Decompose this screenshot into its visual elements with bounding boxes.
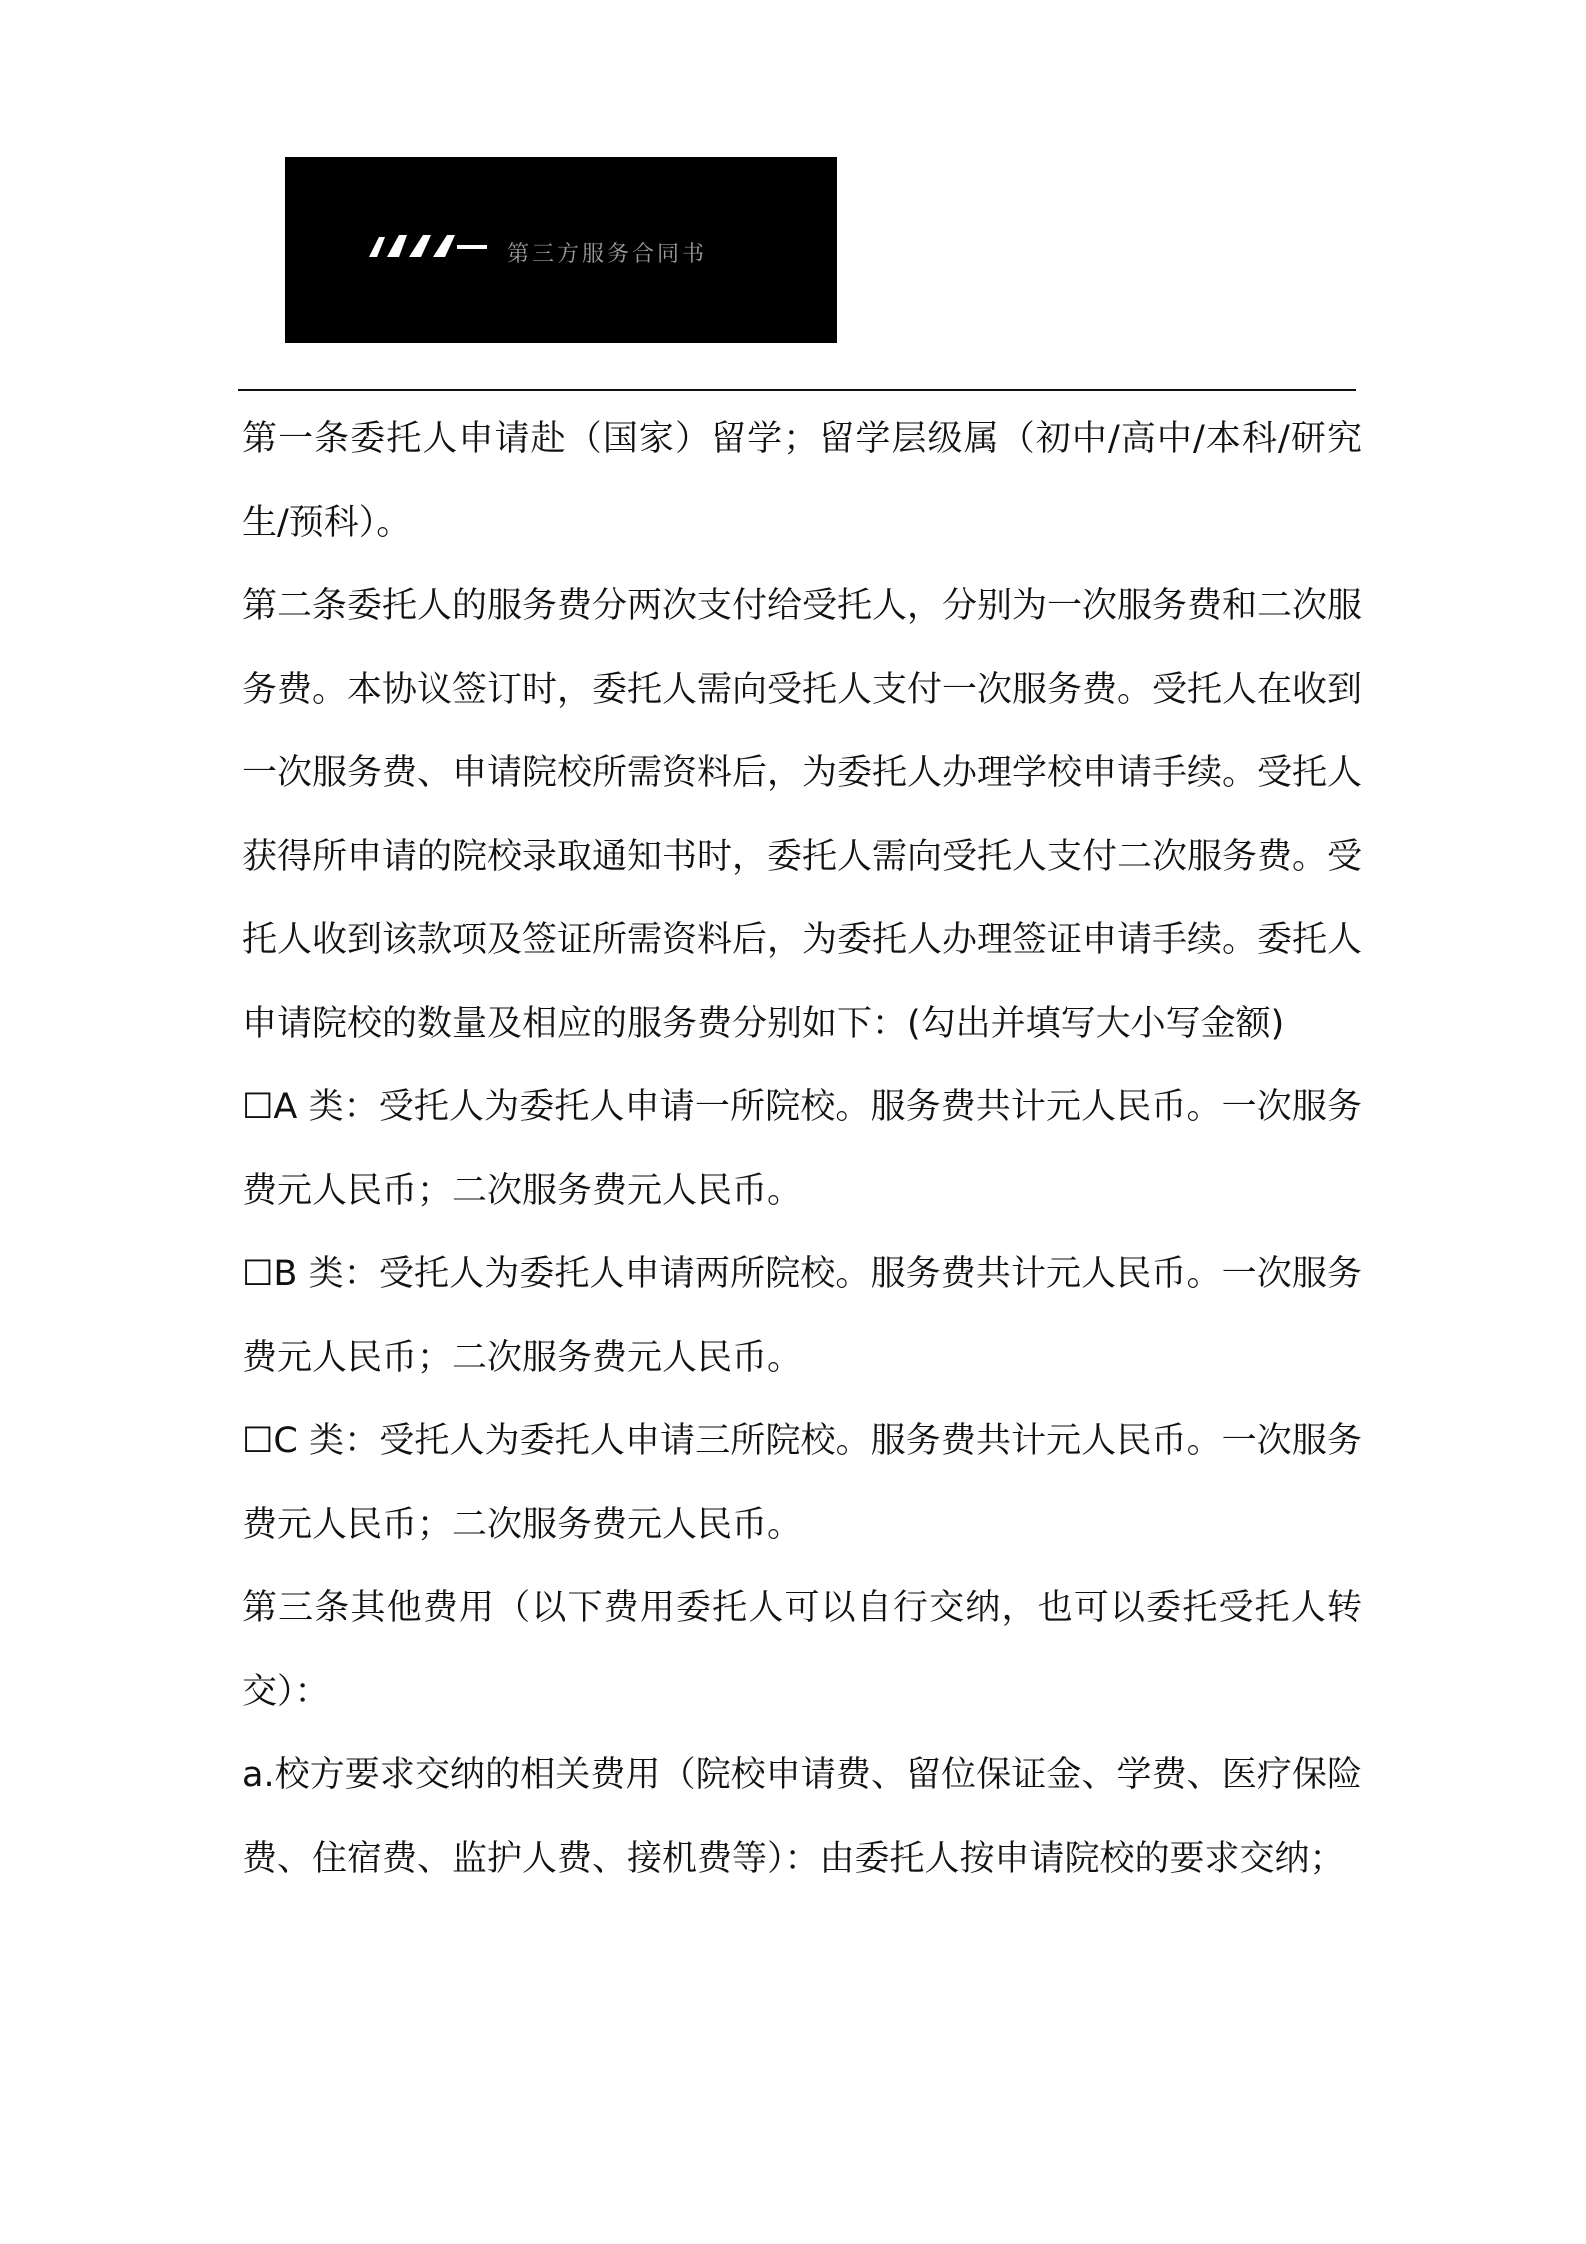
option-c-paragraph: ☐C 类：受托人为委托人申请三所院校。服务费共计元人民币。一次服务费元人民币；二次服务费元人民币。 bbox=[242, 1421, 1362, 1545]
header-logo-banner bbox=[285, 157, 837, 343]
option-a-paragraph: ☐A 类：受托人为委托人申请一所院校。服务费共计元人民币。一次服务费元人民币；二次服务费元人民币。 bbox=[242, 1087, 1362, 1211]
article-3-paragraph: 第三条其他费用（以下费用委托人可以自行交纳，也可以委托受托人转交）： bbox=[242, 1588, 1362, 1712]
document-body bbox=[242, 398, 1362, 1901]
article-2-paragraph: 第二条委托人的服务费分两次支付给受托人，分别为一次服务费和二次服务费。本协议签订时，委托人需向受托人支付一次服务费。受托人在收到一次服务费、申请院校所需资料后，为委托人办理学校申请手续。受托人获得所申请的院校录取通知书时，委托人需向受托人支付二次服务费。受托人收到该款项及签证所需资料后，为委托人办理签证申请手续。委托人申请院校的数量及相应的服务费分别如下：(勾出并填写大小写金额) bbox=[242, 586, 1363, 1044]
article-1-paragraph: 第一条委托人申请赴（国家）留学；留学层级属（初中/高中/本科/研究生/预科）。 bbox=[242, 419, 1362, 543]
company-logo-icon bbox=[369, 233, 489, 259]
header-divider bbox=[238, 389, 1356, 391]
option-b-paragraph: ☐B 类：受托人为委托人申请两所院校。服务费共计元人民币。一次服务费元人民币；二次服务费元人民币。 bbox=[242, 1254, 1362, 1378]
item-a-paragraph: a.校方要求交纳的相关费用（院校申请费、留位保证金、学费、医疗保险费、住宿费、监护人费、接机费等）：由委托人按申请院校的要求交纳； bbox=[242, 1755, 1362, 1879]
logo-caption: 第三方服务合同书 bbox=[507, 242, 708, 267]
